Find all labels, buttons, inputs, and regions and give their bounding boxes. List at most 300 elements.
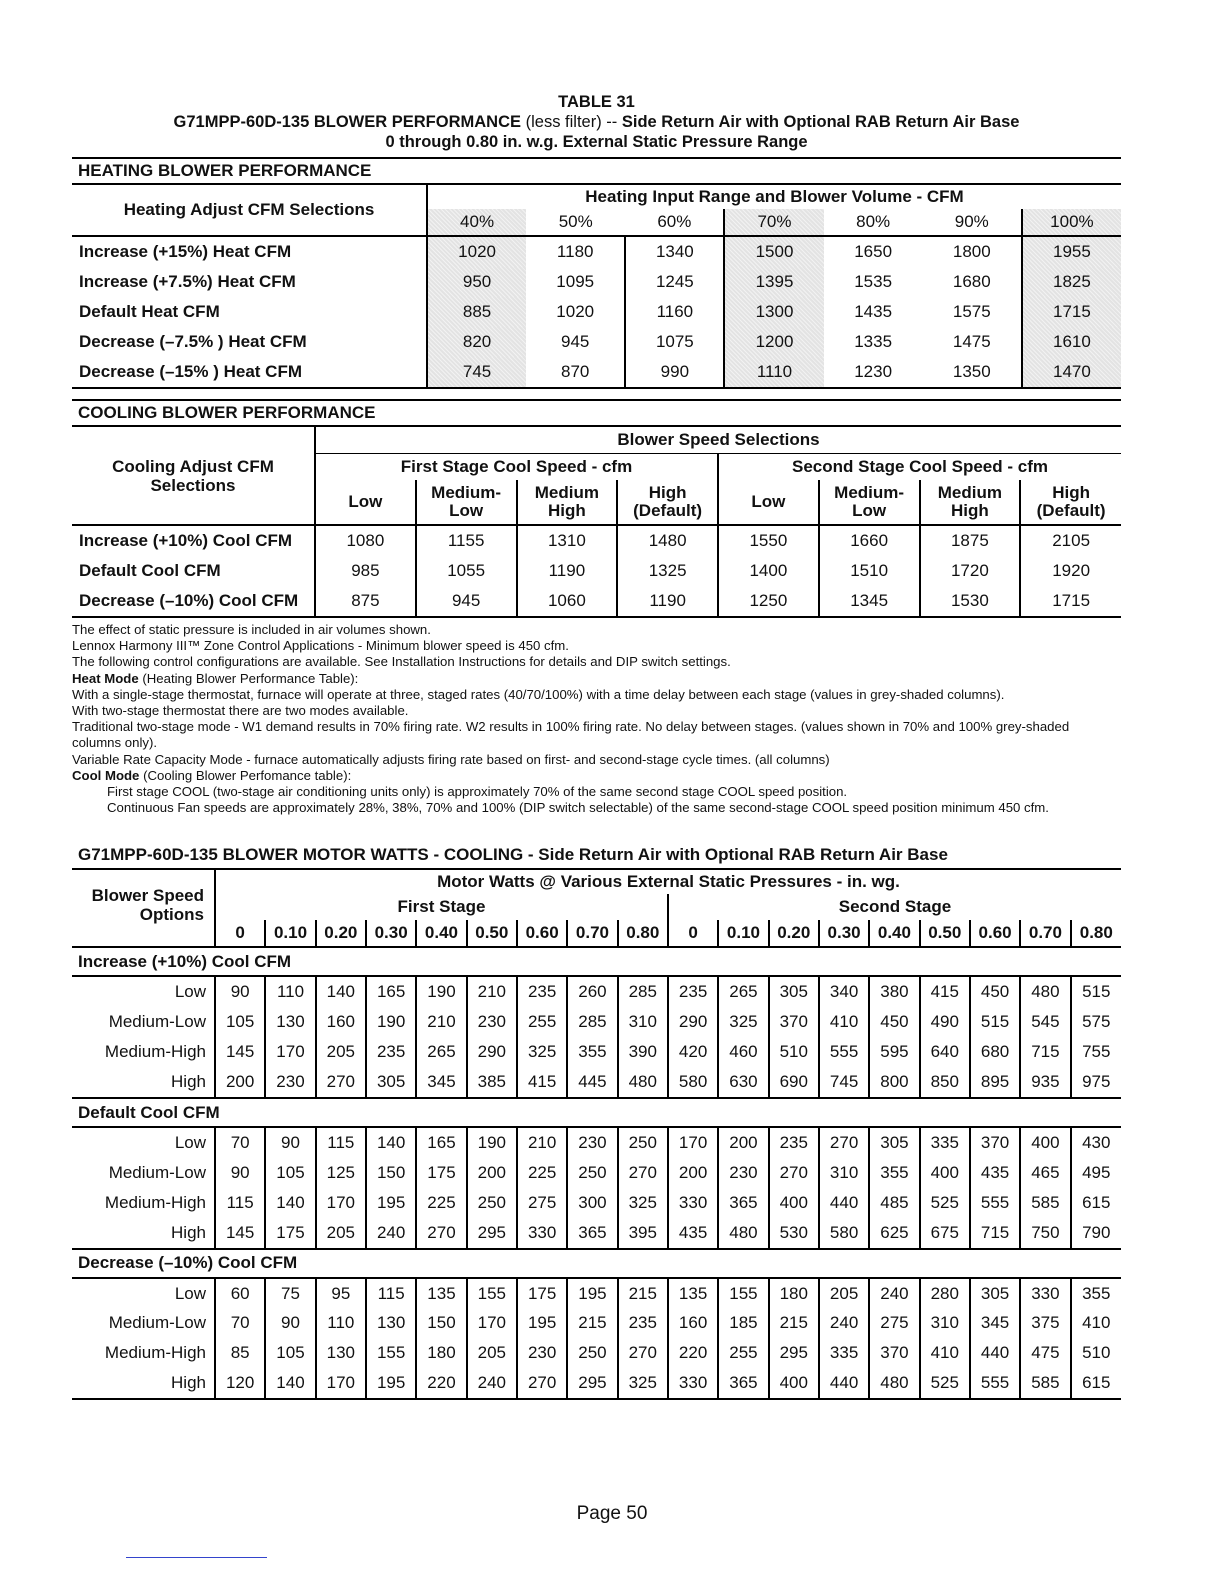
watts-cell: 400 — [920, 1158, 970, 1188]
cooling-group-header: Blower Speed Selections — [315, 427, 1121, 454]
watts-cell: 195 — [366, 1368, 416, 1399]
heating-cell: 1650 — [854, 242, 893, 261]
cooling-col-header-line: Medium — [534, 483, 599, 502]
watts-cell: 895 — [970, 1067, 1020, 1098]
watts-row — [72, 1308, 1121, 1338]
watts-cell: 310 — [618, 1007, 668, 1037]
watts-cell: 265 — [416, 1037, 466, 1067]
cooling-col-header — [718, 480, 819, 525]
watts-cell: 175 — [517, 1278, 567, 1309]
watts-cell: 975 — [1071, 1067, 1121, 1098]
watts-cell: 105 — [265, 1338, 315, 1368]
watts-cell: 110 — [265, 976, 315, 1007]
watts-cell: 130 — [316, 1338, 366, 1368]
heating-cell: 870 — [526, 357, 625, 388]
watts-cell: 225 — [517, 1158, 567, 1188]
watts-cell: 335 — [920, 1127, 970, 1158]
watts-cell: 225 — [416, 1188, 466, 1218]
cooling-cell: 945 — [416, 586, 517, 617]
watts-cell: 435 — [970, 1158, 1020, 1188]
watts-cell: 800 — [869, 1067, 919, 1098]
watts-cell: 850 — [920, 1067, 970, 1098]
watts-cell: 190 — [366, 1007, 416, 1037]
cooling-row — [72, 525, 1121, 556]
watts-cell: 345 — [416, 1067, 466, 1098]
table-header — [72, 92, 1121, 152]
watts-cell: 580 — [668, 1067, 718, 1098]
heating-col-header: 100% — [1022, 209, 1121, 236]
watts-cell: 595 — [869, 1037, 919, 1067]
cooling-col-header-line: Medium — [937, 483, 1002, 502]
cooling-cell: 1055 — [416, 556, 517, 586]
heating-cell: 1110 — [724, 357, 823, 388]
cooling-cell: 1660 — [819, 525, 920, 556]
watts-table — [72, 870, 1121, 1400]
cooling-cell: 1480 — [617, 525, 718, 556]
watts-cell: 270 — [517, 1368, 567, 1399]
watts-cell: 480 — [869, 1368, 919, 1399]
watts-cell: 410 — [819, 1007, 869, 1037]
notes — [72, 622, 1121, 816]
heating-row — [72, 267, 1121, 297]
watts-pressure-header: 0.10 — [265, 920, 315, 947]
heating-cell: 1955 — [1022, 236, 1121, 267]
watts-pressure-header: 0.50 — [467, 920, 517, 947]
watts-cell: 440 — [819, 1368, 869, 1399]
watts-cell: 105 — [215, 1007, 265, 1037]
watts-row-header — [72, 870, 215, 947]
watts-pressure-header: 0.50 — [920, 920, 970, 947]
title-part-3: Side Return Air with Optional RAB Return Air Base — [621, 113, 1020, 131]
cooling-cell: 1345 — [819, 586, 920, 617]
watts-cell: 630 — [718, 1067, 768, 1098]
watts-cell: 200 — [215, 1067, 265, 1098]
watts-group-row — [72, 947, 1121, 976]
heating-section-title: HEATING BLOWER PERFORMANCE — [72, 157, 1121, 185]
cooling-cell: 1875 — [920, 525, 1021, 556]
watts-group-header: Motor Watts @ Various External Static Pressures - in. wg. — [215, 870, 1121, 894]
heating-cell: 1160 — [625, 297, 724, 327]
watts-cell: 370 — [869, 1338, 919, 1368]
note-1: The effect of static pressure is included in air volumes shown. — [72, 622, 431, 637]
watts-cell: 585 — [1020, 1188, 1070, 1218]
watts-cell: 190 — [467, 1127, 517, 1158]
note-9-bold: Cool Mode — [72, 767, 140, 783]
watts-pressure-header: 0.80 — [1071, 920, 1121, 947]
watts-cell: 580 — [819, 1218, 869, 1249]
watts-cell: 750 — [1020, 1218, 1070, 1249]
table-subtitle: 0 through 0.80 in. w.g. External Static Pressure Range — [385, 133, 808, 151]
watts-cell: 155 — [718, 1278, 768, 1309]
watts-cell: 325 — [718, 1007, 768, 1037]
watts-cell: 415 — [920, 976, 970, 1007]
watts-cell: 70 — [215, 1308, 265, 1338]
watts-cell: 495 — [1071, 1158, 1121, 1188]
watts-second-stage-header: Second Stage — [668, 894, 1121, 920]
watts-group-label: Increase (+10%) Cool CFM — [72, 947, 1121, 976]
watts-pressure-header: 0.40 — [416, 920, 466, 947]
cooling-row-header — [72, 427, 315, 525]
watts-cell: 165 — [416, 1127, 466, 1158]
watts-cell: 175 — [265, 1218, 315, 1249]
watts-cell: 335 — [819, 1338, 869, 1368]
cooling-cell: 1920 — [1020, 556, 1121, 586]
watts-cell: 60 — [215, 1278, 265, 1309]
watts-cell: 135 — [668, 1278, 718, 1309]
watts-cell: 485 — [869, 1188, 919, 1218]
watts-pressure-header: 0.60 — [517, 920, 567, 947]
cooling-cell: 985 — [315, 556, 416, 586]
cooling-col-header-line: High — [648, 483, 687, 502]
watts-cell: 200 — [467, 1158, 517, 1188]
watts-cell: 515 — [970, 1007, 1020, 1037]
heating-cell: 1475 — [952, 332, 991, 351]
watts-cell: 195 — [366, 1188, 416, 1218]
cooling-row-label: Decrease (–10%) Cool CFM — [72, 586, 315, 617]
watts-cell: 375 — [1020, 1308, 1070, 1338]
table-title — [72, 112, 1121, 132]
cooling-col-header-line: High — [1052, 483, 1091, 502]
heating-cell: 1020 — [556, 302, 595, 321]
note-9 — [72, 768, 1121, 784]
watts-row — [72, 1368, 1121, 1399]
heating-col-header: 50% — [526, 209, 625, 236]
watts-cell: 85 — [215, 1338, 265, 1368]
note-4-bold: Heat Mode — [72, 670, 139, 686]
watts-row — [72, 976, 1121, 1007]
watts-cell: 325 — [618, 1188, 668, 1218]
cooling-row — [72, 556, 1121, 586]
watts-row-label: Medium-Low — [108, 1313, 206, 1333]
heating-table — [72, 185, 1121, 389]
heating-col-header: 60% — [625, 209, 724, 236]
cooling-col-header — [416, 480, 517, 525]
heating-cell: 1200 — [724, 327, 823, 357]
note-3: The following control configurations are available. See Installation Instructions for details and DIP switch settings. — [72, 654, 731, 670]
page-number: Page 50 — [576, 1503, 648, 1524]
watts-cell: 420 — [668, 1037, 718, 1067]
watts-group-label: Default Cool CFM — [72, 1098, 1121, 1127]
watts-cell: 325 — [618, 1368, 668, 1399]
watts-cell: 310 — [920, 1308, 970, 1338]
heating-cell: 1340 — [625, 236, 724, 267]
watts-cell: 115 — [316, 1127, 366, 1158]
watts-row-label: Low — [174, 1132, 206, 1152]
watts-cell: 370 — [769, 1007, 819, 1037]
title-part-2: (less filter) -- — [525, 113, 618, 131]
watts-cell: 515 — [1071, 976, 1121, 1007]
watts-cell: 270 — [819, 1127, 869, 1158]
cooling-cell: 1155 — [416, 525, 517, 556]
watts-row — [72, 1037, 1121, 1067]
note-8: Variable Rate Capacity Mode - furnace automatically adjusts firing rate based on first- and second-stage cycle times. (all columns) — [72, 751, 830, 767]
heating-row — [72, 236, 1121, 267]
watts-cell: 640 — [920, 1037, 970, 1067]
watts-cell: 400 — [769, 1368, 819, 1399]
watts-cell: 195 — [517, 1308, 567, 1338]
watts-row — [72, 1188, 1121, 1218]
watts-cell: 385 — [467, 1067, 517, 1098]
note-9-rest: (Cooling Blower Perfomance table): — [143, 767, 352, 783]
watts-row — [72, 1338, 1121, 1368]
watts-cell: 935 — [1020, 1067, 1070, 1098]
heating-col-header: 90% — [923, 209, 1022, 236]
watts-cell: 555 — [970, 1368, 1020, 1399]
cooling-col-header — [617, 480, 718, 525]
cooling-row-header-line2: Selections — [150, 476, 236, 495]
cooling-table — [72, 427, 1121, 618]
watts-pressure-header: 0.20 — [769, 920, 819, 947]
watts-cell: 430 — [1071, 1127, 1121, 1158]
heating-cell: 1825 — [1022, 267, 1121, 297]
watts-cell: 115 — [215, 1188, 265, 1218]
heating-col-header: 40% — [427, 209, 526, 236]
watts-cell: 155 — [366, 1338, 416, 1368]
watts-cell: 125 — [316, 1158, 366, 1188]
watts-row — [72, 1067, 1121, 1098]
watts-cell: 215 — [618, 1278, 668, 1309]
watts-cell: 230 — [567, 1127, 617, 1158]
watts-row-label: Medium-Low — [108, 1012, 206, 1032]
watts-cell: 140 — [366, 1127, 416, 1158]
watts-row — [72, 1278, 1121, 1309]
watts-cell: 690 — [769, 1067, 819, 1098]
watts-cell: 355 — [869, 1158, 919, 1188]
watts-title: G71MPP-60D-135 BLOWER MOTOR WATTS - COOLING - Side Return Air with Optional RAB Return Air Base — [72, 845, 1121, 870]
watts-cell: 235 — [618, 1308, 668, 1338]
watts-cell: 90 — [215, 976, 265, 1007]
watts-cell: 440 — [819, 1188, 869, 1218]
watts-cell: 450 — [869, 1007, 919, 1037]
watts-row-label: Medium-Low — [108, 1162, 206, 1182]
watts-cell: 230 — [517, 1338, 567, 1368]
watts-cell: 250 — [618, 1127, 668, 1158]
watts-cell: 445 — [567, 1067, 617, 1098]
cooling-col-header-line: Low — [449, 501, 484, 520]
watts-cell: 70 — [215, 1127, 265, 1158]
note-5: With a single-stage thermostat, furnace will operate at three, staged rates (40/70/100%) with a time delay between each stage (values in grey-shaded columns). — [72, 686, 1005, 702]
watts-cell: 290 — [668, 1007, 718, 1037]
watts-cell: 280 — [920, 1278, 970, 1309]
watts-cell: 530 — [769, 1218, 819, 1249]
watts-cell: 235 — [769, 1127, 819, 1158]
cooling-cell: 1190 — [517, 556, 618, 586]
watts-cell: 230 — [718, 1158, 768, 1188]
watts-cell: 145 — [215, 1037, 265, 1067]
cooling-cell: 1400 — [718, 556, 819, 586]
heating-cell: 1610 — [1022, 327, 1121, 357]
cooling-col-header-line: (Default) — [1036, 501, 1106, 520]
title-part-1: G71MPP-60D-135 BLOWER PERFORMANCE — [173, 113, 522, 131]
watts-cell: 220 — [416, 1368, 466, 1399]
watts-row-label: Medium-High — [104, 1192, 206, 1212]
watts-pressure-header: 0.80 — [618, 920, 668, 947]
watts-cell: 330 — [668, 1368, 718, 1399]
heating-cell: 945 — [561, 332, 590, 351]
watts-cell: 440 — [970, 1338, 1020, 1368]
watts-cell: 185 — [718, 1308, 768, 1338]
watts-cell: 370 — [970, 1127, 1020, 1158]
heating-cell: 1245 — [625, 267, 724, 297]
watts-row-label: High — [171, 1072, 206, 1092]
watts-cell: 340 — [819, 976, 869, 1007]
cooling-cell: 1530 — [920, 586, 1021, 617]
watts-cell: 95 — [316, 1278, 366, 1309]
watts-row-label: Medium-High — [104, 1343, 206, 1363]
heating-cell: 1715 — [1022, 297, 1121, 327]
watts-cell: 75 — [265, 1278, 315, 1309]
watts-cell: 180 — [416, 1338, 466, 1368]
document-page — [72, 92, 1121, 1400]
cooling-cell: 2105 — [1020, 525, 1121, 556]
watts-cell: 380 — [869, 976, 919, 1007]
watts-cell: 410 — [920, 1338, 970, 1368]
cooling-col-header — [1020, 480, 1121, 525]
cooling-second-stage-header: Second Stage Cool Speed - cfm — [718, 454, 1121, 481]
watts-row-label: Low — [174, 982, 206, 1002]
watts-cell: 140 — [316, 976, 366, 1007]
watts-row-label: Low — [174, 1283, 206, 1303]
watts-cell: 525 — [920, 1368, 970, 1399]
watts-row-label: Medium-High — [104, 1042, 206, 1062]
watts-cell: 140 — [265, 1188, 315, 1218]
watts-cell: 160 — [316, 1007, 366, 1037]
watts-group-row — [72, 1098, 1121, 1127]
watts-cell: 270 — [618, 1158, 668, 1188]
heating-row-label: Decrease (–15% ) Heat CFM — [72, 357, 427, 388]
heating-cell: 1230 — [824, 357, 923, 388]
watts-cell: 490 — [920, 1007, 970, 1037]
watts-cell: 215 — [769, 1308, 819, 1338]
heating-row — [72, 297, 1121, 327]
watts-row — [72, 1218, 1121, 1249]
watts-cell: 170 — [316, 1188, 366, 1218]
heating-cell: 1335 — [854, 332, 893, 351]
watts-cell: 150 — [416, 1308, 466, 1338]
watts-cell: 615 — [1071, 1368, 1121, 1399]
watts-cell: 90 — [215, 1158, 265, 1188]
heating-cell: 885 — [427, 297, 526, 327]
cooling-cell: 1325 — [617, 556, 718, 586]
watts-cell: 390 — [618, 1037, 668, 1067]
watts-pressure-header: 0.30 — [366, 920, 416, 947]
watts-cell: 190 — [416, 976, 466, 1007]
watts-cell: 235 — [668, 976, 718, 1007]
heating-group-header: Heating Input Range and Blower Volume - CFM — [427, 185, 1121, 209]
watts-group-label: Decrease (–10%) Cool CFM — [72, 1249, 1121, 1278]
heating-cell: 1500 — [724, 236, 823, 267]
watts-cell: 90 — [265, 1308, 315, 1338]
watts-cell: 295 — [567, 1368, 617, 1399]
note-4 — [72, 671, 1121, 687]
watts-cell: 330 — [1020, 1278, 1070, 1309]
watts-cell: 170 — [668, 1127, 718, 1158]
watts-cell: 525 — [920, 1188, 970, 1218]
watts-cell: 240 — [467, 1368, 517, 1399]
watts-cell: 365 — [718, 1368, 768, 1399]
heating-cell: 990 — [625, 357, 724, 388]
cooling-col-header-line: (Default) — [633, 501, 703, 520]
watts-group-row — [72, 1249, 1121, 1278]
watts-cell: 410 — [1071, 1308, 1121, 1338]
watts-cell: 300 — [567, 1188, 617, 1218]
watts-cell: 585 — [1020, 1368, 1070, 1399]
watts-cell: 475 — [1020, 1338, 1070, 1368]
watts-cell: 270 — [416, 1218, 466, 1249]
cooling-col-header — [920, 480, 1021, 525]
watts-cell: 195 — [567, 1278, 617, 1309]
watts-cell: 115 — [366, 1278, 416, 1309]
heating-cell: 1350 — [923, 357, 1022, 388]
cooling-cell: 1190 — [617, 586, 718, 617]
watts-cell: 250 — [567, 1338, 617, 1368]
note-4-rest: (Heating Blower Performance Table): — [142, 670, 359, 686]
heating-cell: 1095 — [556, 272, 595, 291]
watts-cell: 155 — [467, 1278, 517, 1309]
watts-cell: 400 — [769, 1188, 819, 1218]
watts-row-label: High — [171, 1222, 206, 1242]
cooling-col-header — [315, 480, 416, 525]
watts-cell: 255 — [517, 1007, 567, 1037]
watts-pressure-header: 0.40 — [869, 920, 919, 947]
watts-cell: 170 — [265, 1037, 315, 1067]
watts-cell: 365 — [718, 1188, 768, 1218]
cooling-cell: 1510 — [819, 556, 920, 586]
watts-cell: 290 — [467, 1037, 517, 1067]
watts-cell: 130 — [366, 1308, 416, 1338]
cooling-col-header — [517, 480, 618, 525]
watts-cell: 240 — [819, 1308, 869, 1338]
watts-cell: 180 — [769, 1278, 819, 1309]
watts-cell: 255 — [718, 1338, 768, 1368]
watts-cell: 325 — [517, 1037, 567, 1067]
watts-cell: 210 — [467, 976, 517, 1007]
watts-cell: 270 — [769, 1158, 819, 1188]
cooling-col-header-line: Low — [751, 492, 786, 511]
heating-cell: 950 — [427, 267, 526, 297]
watts-cell: 205 — [316, 1218, 366, 1249]
watts-cell: 250 — [567, 1158, 617, 1188]
cooling-cell: 1060 — [517, 586, 618, 617]
watts-cell: 270 — [316, 1067, 366, 1098]
watts-cell: 285 — [618, 976, 668, 1007]
heating-col-header: 70% — [724, 209, 823, 236]
watts-cell: 145 — [215, 1218, 265, 1249]
note-11: Continuous Fan speeds are approximately 28%, 38%, 70% and 100% (DIP switch selectable) of the same second-stage COOL speed position minimum 450 cfm. — [107, 800, 1049, 816]
watts-cell: 330 — [668, 1188, 718, 1218]
watts-cell: 555 — [970, 1188, 1020, 1218]
heating-cell: 1180 — [556, 242, 594, 261]
watts-cell: 200 — [668, 1158, 718, 1188]
watts-cell: 210 — [517, 1127, 567, 1158]
cooling-row-label: Default Cool CFM — [79, 561, 221, 580]
watts-cell: 510 — [769, 1037, 819, 1067]
heating-cell: 745 — [427, 357, 526, 388]
watts-cell: 285 — [567, 1007, 617, 1037]
cooling-cell: 1720 — [920, 556, 1021, 586]
watts-cell: 230 — [265, 1067, 315, 1098]
heating-cell: 1020 — [427, 236, 526, 267]
watts-cell: 355 — [1071, 1278, 1121, 1309]
cooling-col-header-line: Medium- — [834, 483, 905, 502]
watts-row — [72, 1158, 1121, 1188]
watts-cell: 680 — [970, 1037, 1020, 1067]
watts-cell: 415 — [517, 1067, 567, 1098]
watts-cell: 510 — [1071, 1338, 1121, 1368]
watts-cell: 355 — [567, 1037, 617, 1067]
watts-cell: 250 — [467, 1188, 517, 1218]
watts-cell: 400 — [1020, 1127, 1070, 1158]
